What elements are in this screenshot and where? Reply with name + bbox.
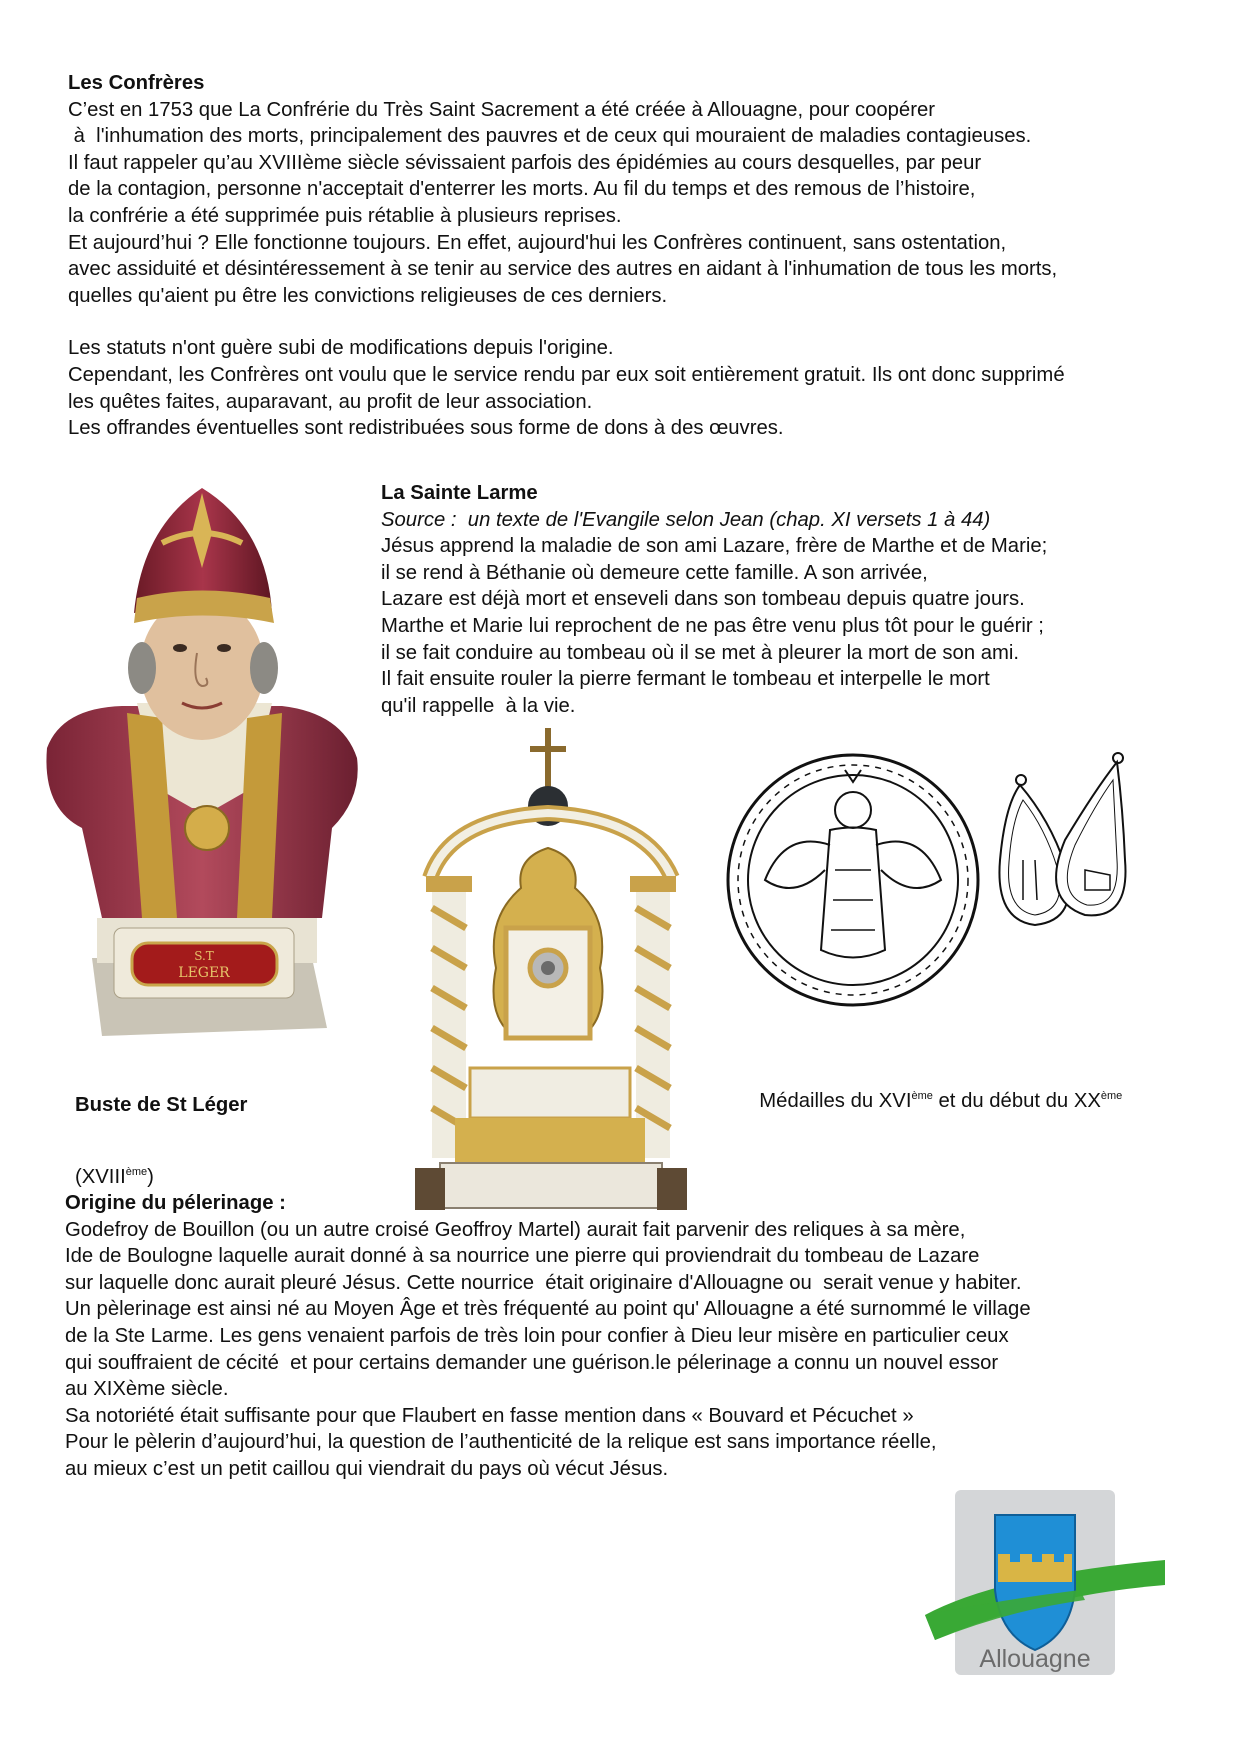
paragraph-line: C’est en 1753 que La Confrérie du Très Saint Sacrement a été créée à Allouagne, pour coopérer bbox=[68, 98, 936, 121]
confreres-title: Les Confrères bbox=[68, 72, 205, 94]
allouagne-logo bbox=[920, 1490, 1170, 1680]
paragraph-line: Sa notoriété était suffisante pour que Flaubert en fasse mention dans « Bouvard et Pécuchet » bbox=[65, 1404, 914, 1427]
paragraph-line: Jésus apprend la maladie de son ami Lazare, frère de Marthe et de Marie; bbox=[381, 535, 1048, 558]
paragraph-line: Il fait ensuite rouler la pierre fermant le tombeau et interpelle le mort bbox=[381, 668, 990, 691]
medals-caption: Médailles du XVIème et du début du XXème bbox=[759, 1090, 1123, 1112]
bust-caption-subtitle: (XVIIIème) bbox=[75, 1166, 154, 1188]
larme-source: Source : un texte de l'Evangile selon Jean (chap. XI versets 1 à 44) bbox=[381, 508, 991, 531]
paragraph-line: Ide de Boulogne laquelle aurait donné à sa nourrice une pierre qui proviendrait du tombeau de Lazare bbox=[65, 1245, 980, 1268]
paragraph-line: Et aujourd’hui ? Elle fonctionne toujours. En effet, aujourd'hui les Confrères continuent, sans ostentation, bbox=[68, 231, 1007, 254]
paragraph-line: quelles qu'aient pu être les convictions religieuses de ces derniers. bbox=[68, 284, 668, 307]
bust-caption bbox=[75, 1045, 247, 1213]
paragraph-line: il se rend à Béthanie où demeure cette famille. A son arrivée, bbox=[381, 561, 928, 584]
logo-text: Allouagne bbox=[979, 1645, 1091, 1673]
paragraph-line: Les statuts n'ont guère subi de modifications depuis l'origine. bbox=[68, 337, 614, 360]
paragraph-line: sur laquelle donc aurait pleuré Jésus. Cette nourrice était originaire d'Allouagne ou serait venue y habiter. bbox=[65, 1271, 1022, 1294]
paragraph-line: avec assiduité et désintéressement à se tenir au service des autres en aidant à l'inhumation de tous les morts, bbox=[68, 258, 1058, 281]
bust-st-leger-image bbox=[42, 488, 368, 1041]
paragraph-line: de la Ste Larme. Les gens venaient parfois de très loin pour confier à Dieu leur misère en particulier ceux bbox=[65, 1324, 1009, 1347]
paragraph-line: les quêtes faites, auparavant, au profit de leur association. bbox=[68, 390, 593, 413]
reliquary-image bbox=[410, 728, 692, 1212]
larme-section bbox=[381, 480, 1047, 719]
paragraph-line: Pour le pèlerin d’aujourd’hui, la question de l’authenticité de la relique est sans importance réelle, bbox=[65, 1431, 937, 1454]
paragraph-line: qu'il rappelle à la vie. bbox=[381, 694, 576, 717]
larme-title: La Sainte Larme bbox=[381, 482, 538, 504]
paragraph-line: au XIXème siècle. bbox=[65, 1378, 229, 1401]
confreres-section bbox=[68, 70, 1065, 442]
paragraph-line: Lazare est déjà mort et enseveli dans son tombeau depuis quatre jours. bbox=[381, 588, 1025, 611]
paragraph-line: il se fait conduire au tombeau où il se met à pleurer la mort de son ami. bbox=[381, 641, 1020, 664]
medals-image bbox=[725, 750, 1135, 1010]
paragraph-line: Un pèlerinage est ainsi né au Moyen Âge et très fréquenté au point qu' Allouagne a été surnommé le village bbox=[65, 1298, 1031, 1321]
origine-title: Origine du pélerinage : bbox=[65, 1192, 286, 1214]
paragraph-line: qui souffraient de cécité et pour certains demander une guérison.le pélerinage a connu un nouvel essor bbox=[65, 1351, 999, 1374]
paragraph-line: Marthe et Marie lui reprochent de ne pas être venu plus tôt pour le guérir ; bbox=[381, 614, 1044, 637]
paragraph-line: Godefroy de Bouillon (ou un autre croisé Geoffroy Martel) aurait fait parvenir des reliques à sa mère, bbox=[65, 1218, 966, 1241]
paragraph-line: Il faut rappeler qu’au XVIIIème siècle sévissaient parfois des épidémies au cours desquelles, par peur bbox=[68, 151, 982, 174]
svg-text:S.T: S.T bbox=[194, 949, 214, 963]
paragraph-line: de la contagion, personne n'acceptait d'enterrer les morts. Au fil du temps et des remous de l’histoire, bbox=[68, 178, 976, 201]
paragraph-line: au mieux c’est un petit caillou qui viendrait du pays où vécut Jésus. bbox=[65, 1457, 669, 1480]
origine-section bbox=[65, 1190, 1031, 1483]
svg-text:LEGER: LEGER bbox=[178, 965, 230, 981]
paragraph-line: à l'inhumation des morts, principalement des pauvres et de ceux qui mouraient de maladies contagieuses. bbox=[68, 125, 1032, 148]
paragraph-line: Les offrandes éventuelles sont redistribuées sous forme de dons à des œuvres. bbox=[68, 417, 784, 440]
paragraph-line: Cependant, les Confrères ont voulu que le service rendu par eux soit entièrement gratuit. Ils ont donc supprimé bbox=[68, 363, 1065, 386]
paragraph-line: la confrérie a été supprimée puis rétablie à plusieurs reprises. bbox=[68, 204, 622, 227]
bust-caption-title: Buste de St Léger bbox=[75, 1094, 248, 1116]
